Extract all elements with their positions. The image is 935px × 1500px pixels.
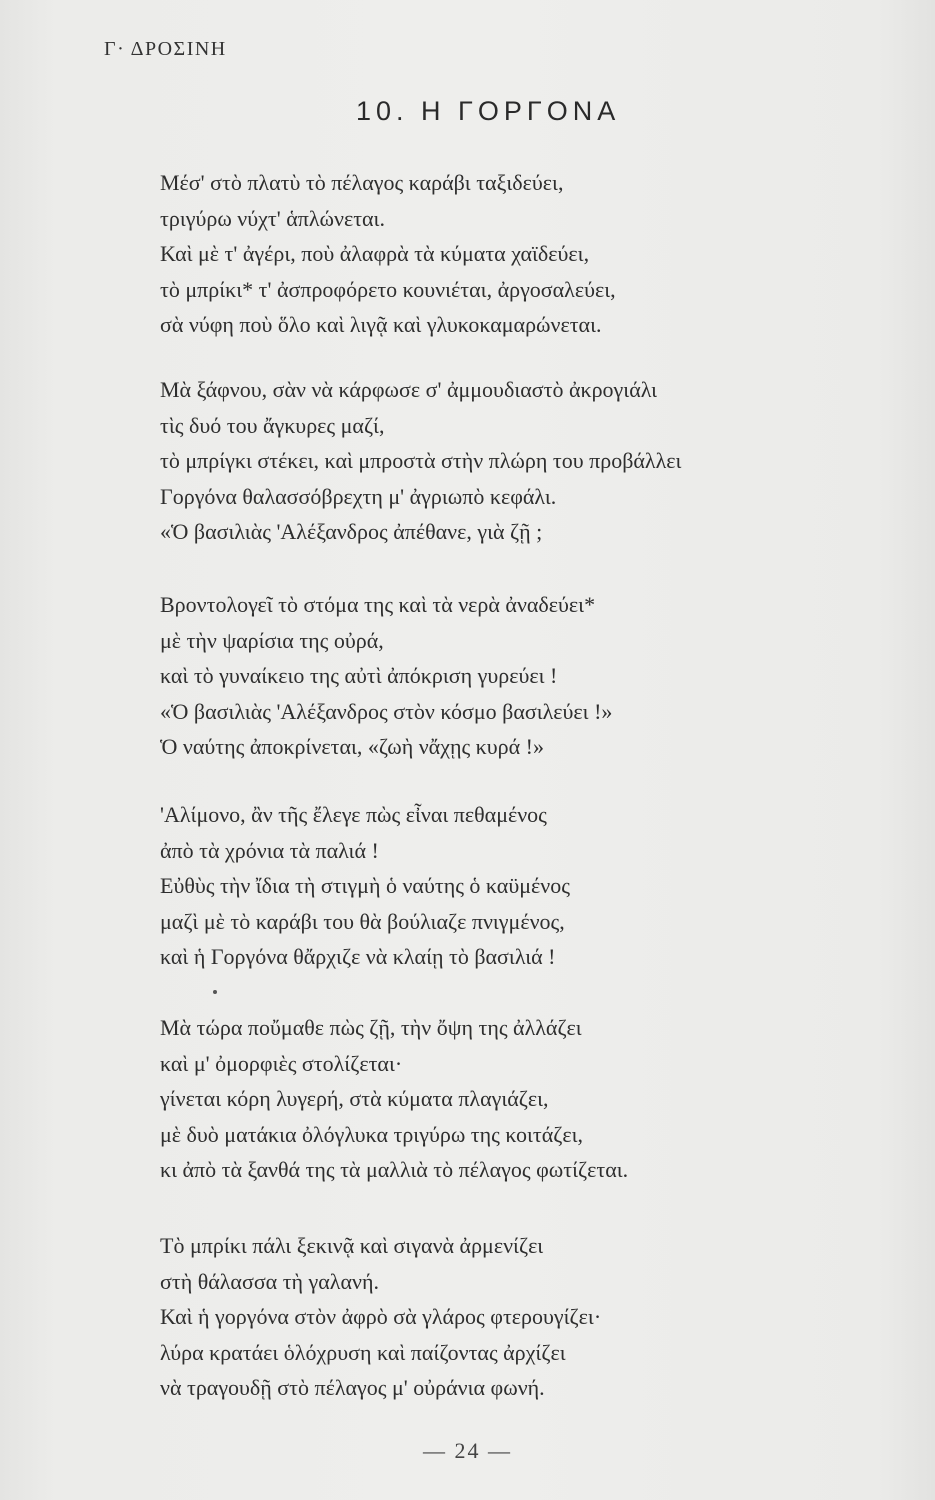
verse-line: μαζὶ μὲ τὸ καράβι του θὰ βούλιαζε πνιγμένος, [160, 908, 565, 934]
verse-line: κι ἀπὸ τὰ ξανθά της τὰ μαλλιὰ τὸ πέλαγος φωτίζεται. [160, 1157, 629, 1182]
verse-line: Ὁ ναύτης ἀποκρίνεται, «ζωὴ νἄχῃς κυρά !» [160, 734, 544, 759]
verse-line: καὶ τὸ γυναίκειο της αὐτὶ ἀπόκριση γυρεύει ! [160, 663, 558, 688]
verse-line: μὲ δυὸ ματάκια ὀλόγλυκα τριγύρω της κοιτάζει, [160, 1121, 584, 1147]
stanza-2 [160, 372, 920, 550]
verse-line: Καὶ μὲ τ' ἀγέρι, ποὺ ἀλαφρὰ τὰ κύματα χαϊδεύει, [160, 241, 590, 266]
verse-line: καὶ ἡ Γοργόνα θἄρχιζε νὰ κλαίῃ τὸ βασιλιά ! [160, 944, 556, 969]
verse-line: τὸ μπρίγκι στέκει, καὶ μπροστὰ στὴν πλώρη του προβάλλει [160, 448, 682, 473]
stanza-6 [160, 1228, 920, 1406]
verse-line: Τὸ μπρίκι πάλι ξεκινᾷ καὶ σιγανὰ ἀρμενίζει [160, 1233, 544, 1258]
verse-line: μὲ τὴν ψαρίσια της οὐρά, [160, 627, 384, 653]
stanza-4 [160, 797, 920, 975]
running-head: Γ· ΔΡΟΣΙΝΗ [104, 38, 227, 60]
verse-line: στὴ θάλασσα τὴ γαλανή. [160, 1268, 379, 1294]
verse-line: Καὶ ἡ γοργόνα στὸν ἀφρὸ σὰ γλάρος φτερουγίζει· [160, 1304, 602, 1329]
verse-line: ἀπὸ τὰ χρόνια τὰ παλιά ! [160, 837, 379, 863]
verse-line: τὸ μπρίκι* τ' ἀσπροφόρετο κουνιέται, ἀργοσαλεύει, [160, 276, 616, 302]
verse-line: λύρα κρατάει ὁλόχρυση καὶ παίζοντας ἀρχίζει [160, 1339, 566, 1365]
stanza-5 [160, 1010, 920, 1188]
stanza-1 [160, 165, 920, 343]
verse-line: γίνεται κόρη λυγερή, στὰ κύματα πλαγιάζει, [160, 1086, 549, 1111]
verse-line: Μὰ ξάφνου, σὰν νὰ κάρφωσε σ' ἀμμουδιαστὸ ἀκρογιάλι [160, 377, 658, 402]
ink-speck [213, 990, 217, 994]
verse-line: τριγύρω νύχτ' ἁπλώνεται. [160, 205, 385, 231]
verse-line: Μέσ' στὸ πλατὺ τὸ πέλαγος καράβι ταξιδεύει, [160, 170, 564, 195]
verse-line: Βροντολογεῖ τὸ στόμα της καὶ τὰ νερὰ ἀναδεύει* [160, 592, 596, 617]
verse-line: Εὐθὺς τὴν ἴδια τὴ στιγμὴ ὁ ναύτης ὁ καϋμένος [160, 873, 570, 898]
verse-line: τὶς δυό του ἄγκυρες μαζί, [160, 412, 385, 438]
poem-title: 10. Η ΓΟΡΓΟΝΑ [356, 96, 621, 126]
verse-line: 'Αλίμονο, ἂν τῆς ἔλεγε πὼς εἶναι πεθαμένος [160, 802, 547, 827]
page-number: — 24 — [423, 1438, 512, 1463]
verse-line: καὶ μ' ὀμορφιὲς στολίζεται· [160, 1050, 403, 1076]
verse-line: σὰ νύφη ποὺ ὅλο καὶ λιγᾷ καὶ γλυκοκαμαρώνεται. [160, 312, 602, 337]
stanza-3 [160, 587, 920, 765]
verse-line: «Ὁ βασιλιὰς 'Αλέξανδρος στὸν κόσμο βασιλεύει !» [160, 698, 613, 724]
verse-line: «Ὁ βασιλιὰς 'Αλέξανδρος ἀπέθανε, γιὰ ζῇ ; [160, 519, 543, 544]
verse-line: Γοργόνα θαλασσόβρεχτη μ' ἀγριωπὸ κεφάλι. [160, 483, 557, 509]
verse-line: νὰ τραγουδῇ στὸ πέλαγος μ' οὐράνια φωνή. [160, 1375, 545, 1400]
verse-line: Μὰ τώρα ποὔμαθε πὼς ζῇ, τὴν ὄψη της ἀλλάζει [160, 1015, 582, 1040]
